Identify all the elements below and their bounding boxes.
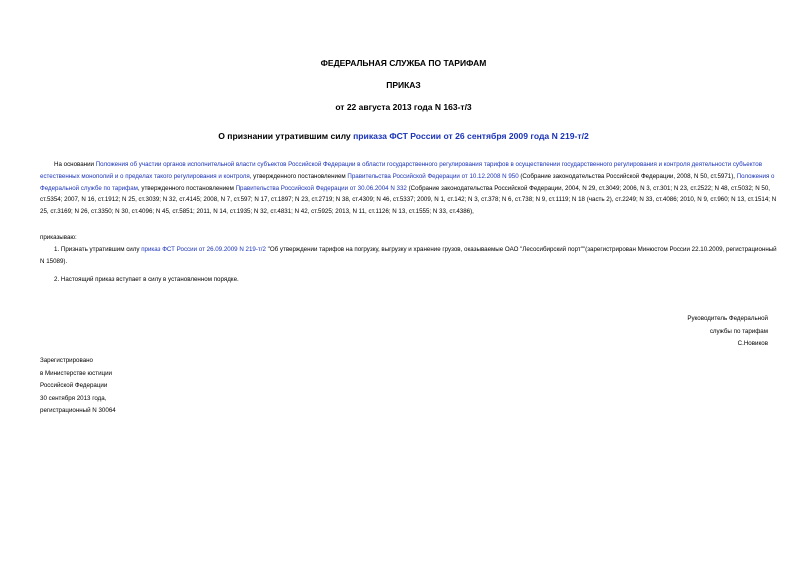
basis-text-2: , утвержденного постановлением xyxy=(249,172,348,180)
signature-service: службы по тарифам xyxy=(709,327,768,335)
order-word: приказываю: xyxy=(40,234,77,241)
registration-line-5: регистрационный N 30064 xyxy=(40,407,116,414)
registration-block xyxy=(40,355,240,418)
registration-line-3: Российской Федерации xyxy=(40,382,108,389)
order-item-1 xyxy=(40,244,778,268)
basis-paragraph xyxy=(40,159,778,218)
signature-name: С.Новиков xyxy=(737,340,768,347)
signature-position: Руководитель Федеральной xyxy=(687,315,768,322)
item1-link-order-219[interactable]: приказ ФСТ России от 26.09.2009 N 219-т/2 xyxy=(141,246,266,253)
signature-block xyxy=(560,313,768,351)
item1-text-2: "Об утверждении тарифов на погрузку, выгрузку и хранение грузов, оказываемые ОАО "Лесосибирский порт""(зарегистрирован Минюстом России 22.10.2009, регистрационный N 15089). xyxy=(40,246,777,265)
basis-link-decree-950[interactable]: Правительства Российской Федерации от 10.12.2008 N 950 xyxy=(347,172,519,180)
agency-title: ФЕДЕРАЛЬНАЯ СЛУЖБА ПО ТАРИФАМ xyxy=(320,58,487,68)
subject-prefix: О признании утратившим силу xyxy=(218,131,354,141)
document-date-number: от 22 августа 2013 года N 163-т/3 xyxy=(335,102,472,112)
registration-line-1: Зарегистрировано xyxy=(40,357,93,364)
document-type: ПРИКАЗ xyxy=(386,80,421,90)
basis-link-fst-regulation[interactable]: Положения о Федеральной службе по тарифам xyxy=(40,172,775,192)
basis-text-4: , утвержденного постановлением xyxy=(137,184,236,192)
basis-link-decree-332[interactable]: Правительства Российской Федерации от 30.06.2004 N 332 xyxy=(235,184,407,192)
basis-link-regulation[interactable]: Положения об участии органов исполнительной власти субъектов Российской Федерации в области государственного регулирования тарифов в осуществлении государственного регулирования и контроля деятельности субъектов естественных монополий и о пределах такого регулирования и контроля xyxy=(40,161,763,180)
order-item-2: 2. Настоящий приказ вступает в силу в установленном порядке. xyxy=(54,276,239,283)
basis-text-5: (Собрание законодательства Российской Федерации, 2004, N 29, ст.3049; 2006, N 3, ст.301; N 23, ст.2522; N 48, ст.5032; N 50, ст.5354; 2007, N 16, ст.1912; N 25, ст.3039; N 32, ст.4145; 2008, N 7, ст.597; N 17, ст.1897; N 23, ст.2719; N 38, ст.4309; N 46, ст.5337; 2009, N 1, ст.142; N 3, ст.378; N 6, ст.738; N 9, ст.1119; N 18 (часть 2), ст.2249; N 33, ст.4086; 2010, N 9, ст.960; N 13, ст.1514; N 25, ст.3169; N 26, ст.3350; N 30, ст.4096; N 45, ст.5851; 2011, N 14, ст.1935; N 32, ст.4831; N 42, ст.5925; 2013, N 11, ст.1126; N 13, ст.1555; N 33, ст.4386), xyxy=(40,184,777,216)
subject-link[interactable]: приказа ФСТ России от 26 сентября 2009 года N 219-т/2 xyxy=(353,131,589,141)
item1-text-1: 1. Признать утратившим силу xyxy=(54,246,142,253)
registration-line-4: 30 сентября 2013 года, xyxy=(40,394,107,402)
document-subject xyxy=(0,131,807,141)
registration-line-2: в Министерстве юстиции xyxy=(40,369,113,377)
basis-text-1: На основании xyxy=(54,161,96,168)
basis-text-3: (Собрание законодательства Российской Федерации, 2008, N 50, ст.5971), xyxy=(518,172,737,180)
